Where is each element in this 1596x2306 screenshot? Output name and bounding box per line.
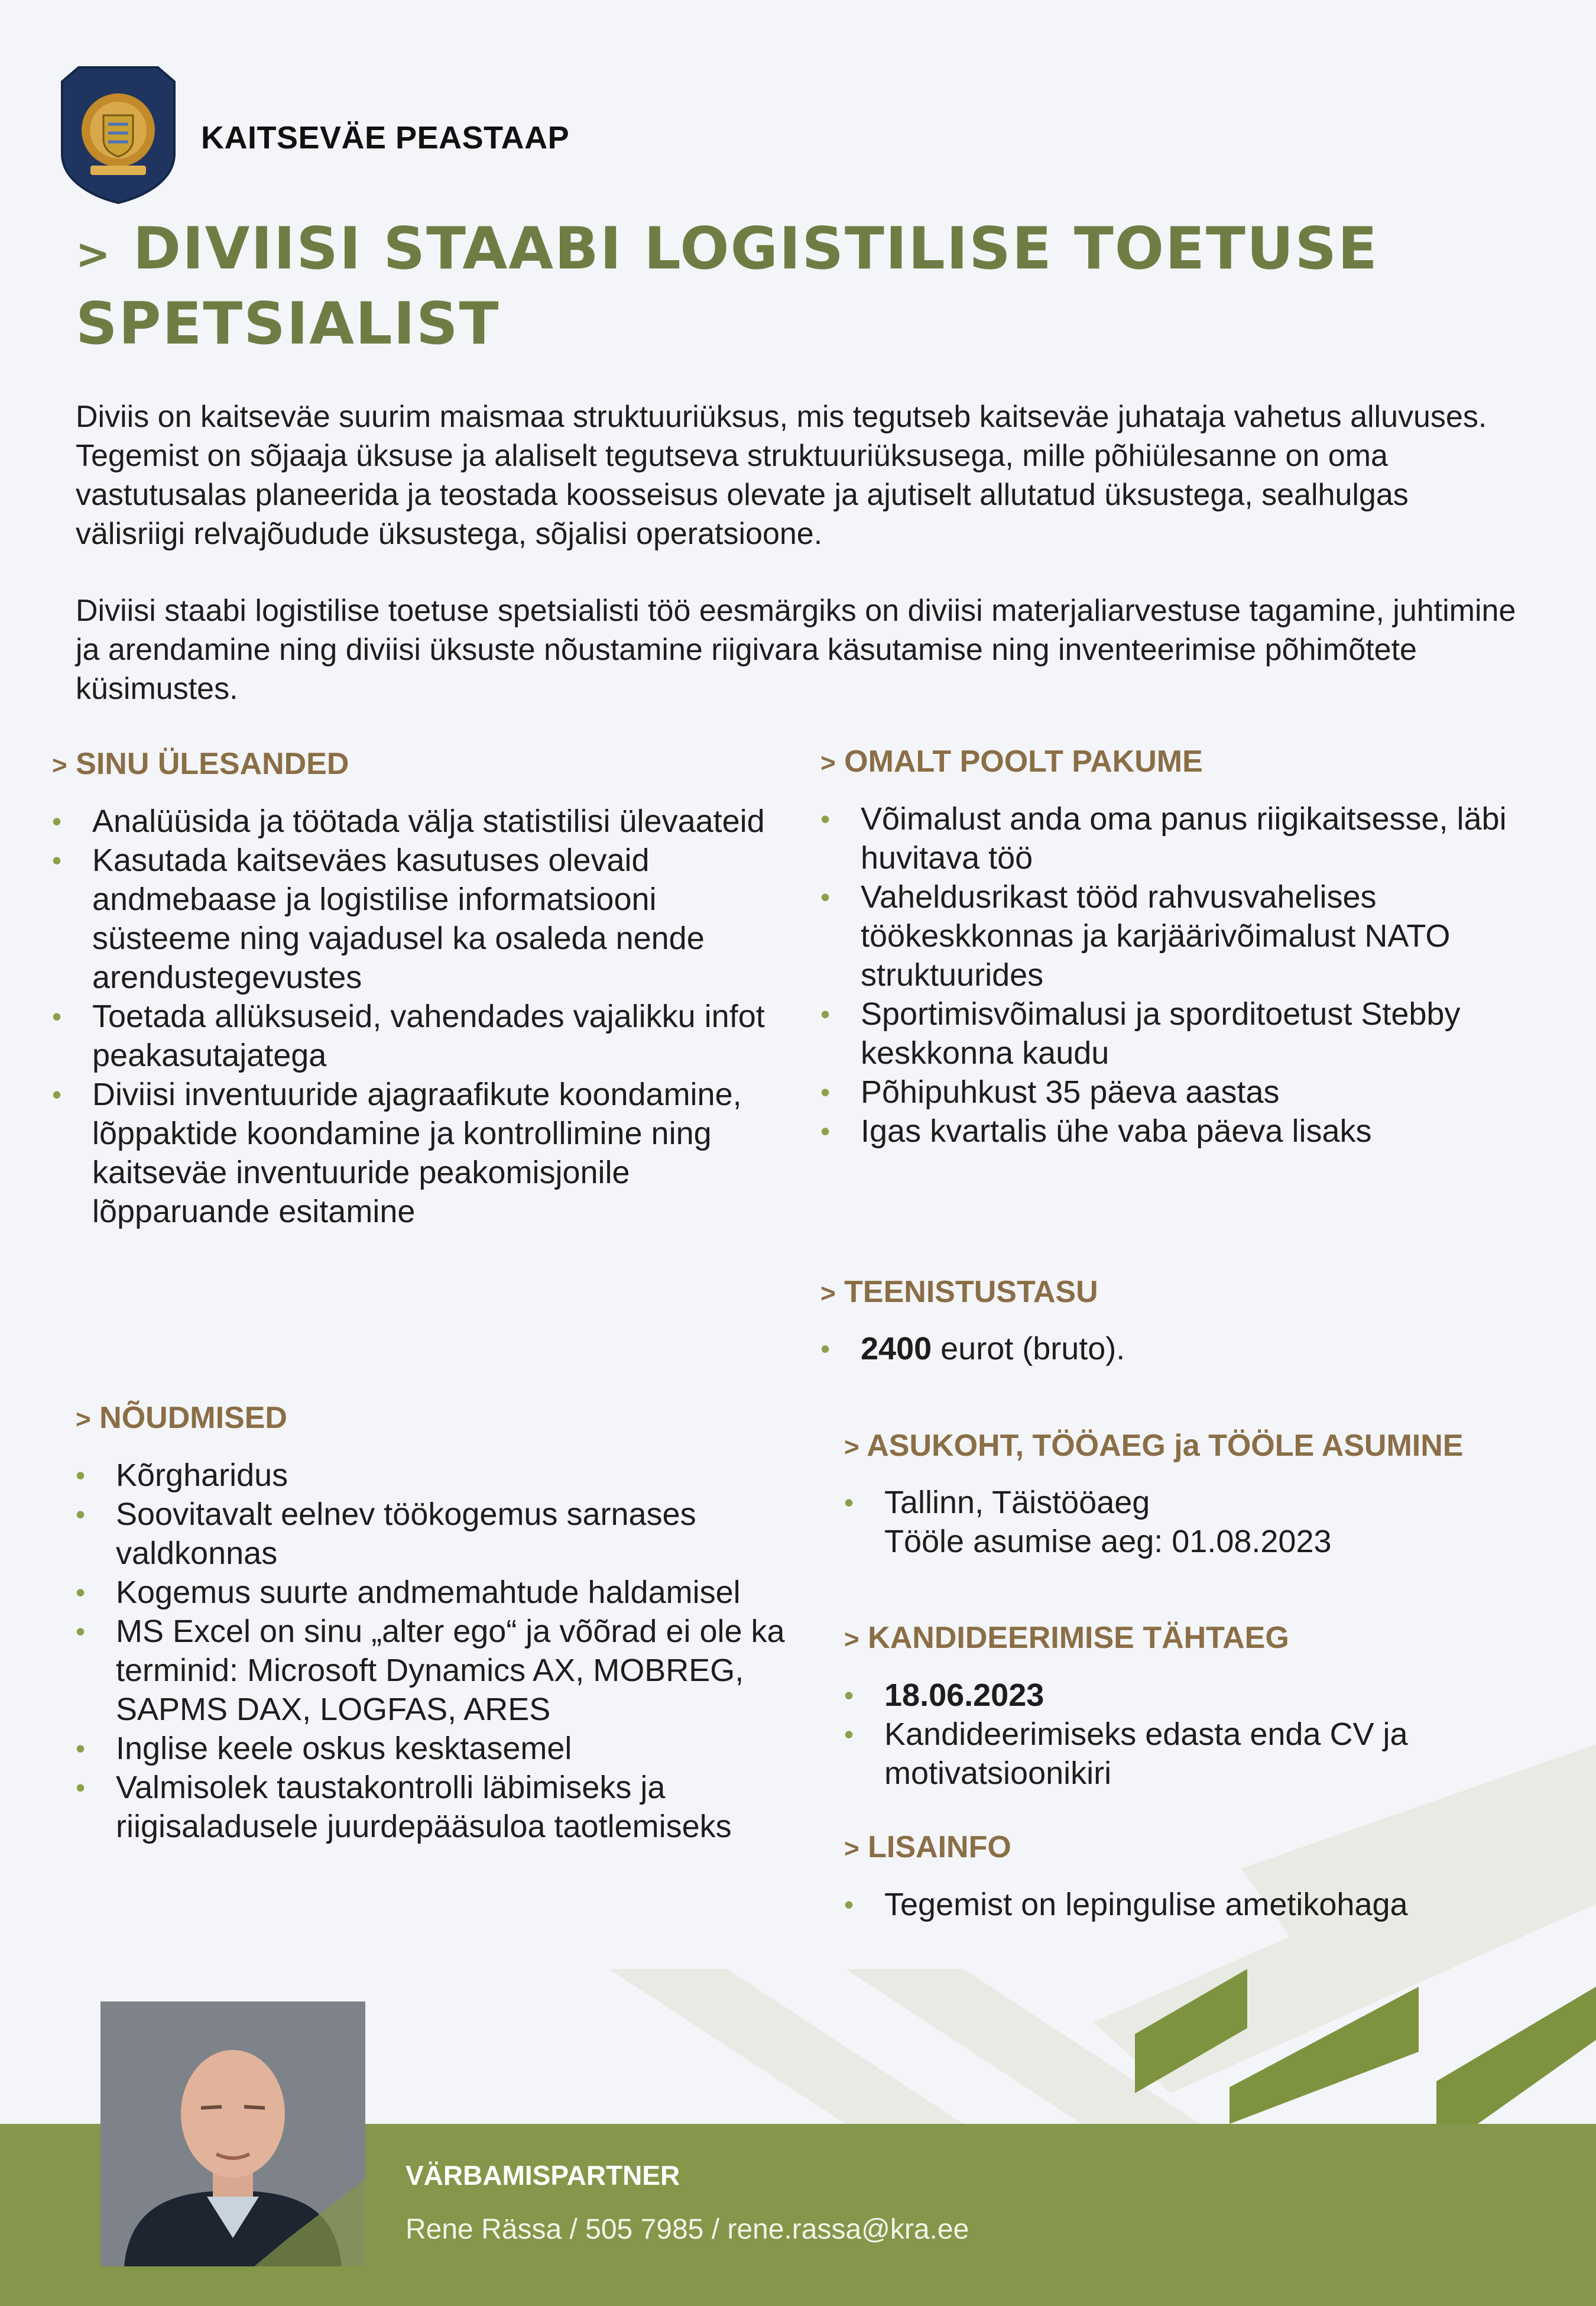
info-section-title: > LISAINFO (844, 1830, 1011, 1864)
offer-title-text: OMALT POOLT PAKUME (844, 744, 1203, 779)
list-item (76, 1456, 809, 1495)
list-item (844, 1885, 1553, 1924)
bullet-icon: • (52, 1079, 62, 1110)
start-date-text: Tööle asumise aeg: 01.08.2023 (884, 1524, 1332, 1559)
bullet-icon: • (76, 1772, 86, 1803)
requirements-list (76, 1456, 809, 1846)
bullet-icon: • (76, 1733, 86, 1764)
location-text: Tallinn, Täistööaeg (884, 1485, 1150, 1520)
info-list (844, 1885, 1553, 1924)
list-item-text: Toetada allüksuseid, vahendades vajalikku infot peakasutajatega (92, 999, 765, 1073)
list-item-text: MS Excel on sinu „alter ego“ ja võõrad ei ole ka terminid: Microsoft Dynamics AX, MOBREG, SAPMS DAX, LOGFAS, ARES (116, 1614, 785, 1727)
list-item (52, 1075, 797, 1231)
list-item (52, 802, 797, 841)
list-item (76, 1612, 809, 1729)
list-item (844, 1715, 1553, 1793)
tasks-section-title: > SINU ÜLESANDED (52, 747, 349, 781)
list-item-text: Vaheldusrikast tööd rahvusvahelises töökeskkonnas ja karjäärivõimalust NATO struktuurides (861, 879, 1451, 993)
list-item-text: Kogemus suurte andmemahtude haldamisel (116, 1575, 741, 1610)
info-title-text: LISAINFO (868, 1830, 1011, 1864)
list-item-text: Sportimisvõimalusi ja sporditoetust Stebby keskkonna kaudu (861, 996, 1461, 1071)
salary-unit: eurot (bruto). (932, 1331, 1125, 1366)
salary-section-title: > TEENISTUSTASU (820, 1275, 1098, 1309)
list-item-text: Igas kvartalis ühe vaba päeva lisaks (861, 1113, 1372, 1149)
list-item (844, 1483, 1553, 1561)
bullet-icon: • (52, 1001, 62, 1032)
list-item (76, 1495, 809, 1573)
list-item (820, 1073, 1553, 1112)
title-text: DIVIISI STAABI LOGISTILISE TOETUSE SPETSIALIST (76, 215, 1378, 358)
deadline-section-title: > KANDIDEERIMISE TÄHTAEG (844, 1621, 1289, 1655)
requirements-section-title: > NÕUDMISED (76, 1401, 287, 1435)
list-item-text: Soovitavalt eelnev töökogemus sarnases valdkonnas (116, 1497, 696, 1571)
application-note: Kandideerimiseks edasta enda CV ja motivatsioonikiri (884, 1716, 1408, 1791)
list-item (820, 1112, 1553, 1151)
list-item-text: Diviisi inventuuride ajagraafikute koondamine, lõppaktide koondamine ja kontrollimine ning kaitseväe inventuuride peakomisjonile lõpparuande esitamine (92, 1077, 742, 1229)
organization-name: KAITSEVÄE PEASTAAP (201, 120, 570, 156)
recruitment-partner-label: VÄRBAMISPARTNER (406, 2160, 680, 2191)
list-item (820, 1329, 1530, 1368)
deadline-title-text: KANDIDEERIMISE TÄHTAEG (868, 1621, 1289, 1655)
bullet-icon: • (76, 1616, 86, 1647)
list-item (76, 1729, 809, 1768)
bullet-icon: • (820, 1116, 831, 1146)
list-item (52, 841, 797, 997)
bullet-icon: • (844, 1719, 854, 1750)
location-list (844, 1483, 1553, 1561)
list-item-text: Kõrgharidus (116, 1458, 288, 1493)
list-item-text: Kasutada kaitseväes kasutuses olevaid andmebaase ja logistilise informatsiooni süsteeme ning vajadusel ka osaleda nende arendustegevustes (92, 843, 705, 995)
list-item (76, 1573, 809, 1612)
bullet-icon: • (820, 1077, 831, 1107)
recruiter-photo (100, 2001, 365, 2266)
list-item-text: Inglise keele oskus kesktasemel (116, 1731, 572, 1766)
bullet-icon: • (820, 1333, 831, 1364)
tasks-list (52, 802, 797, 1231)
requirements-title-text: NÕUDMISED (99, 1401, 287, 1435)
bullet-icon: • (820, 882, 831, 912)
job-title (76, 214, 1524, 359)
recruiter-contact[interactable]: Rene Rässa / 505 7985 / rene.rassa@kra.ee (406, 2214, 969, 2245)
offer-section-title: > OMALT POOLT PAKUME (820, 744, 1203, 779)
bullet-icon: • (76, 1577, 86, 1608)
list-item (844, 1676, 1553, 1715)
bullet-icon: • (52, 806, 62, 837)
list-item-text: Põhipuhkust 35 päeva aastas (861, 1074, 1280, 1110)
deadline-date: 18.06.2023 (884, 1677, 1044, 1713)
list-item (820, 877, 1553, 995)
salary-title-text: TEENISTUSTASU (844, 1275, 1098, 1309)
list-item (820, 995, 1553, 1073)
intro-paragraph-1: Diviis on kaitseväe suurim maismaa struktuuriüksus, mis tegutseb kaitseväe juhataja vahetus alluvuses. Tegemist on sõjaaja üksuse ja alaliselt tegutseva struktuuriüksusega, mille põhiülesanne on oma vastutusalas planeerida ja teostada koosseisus olevate ja ajutiselt allutatud üksustega, sealhulgas välisriigi relvajõudude üksustega, sõjalisi operatsioone. (76, 400, 1487, 551)
bullet-icon: • (52, 845, 62, 876)
list-item (820, 799, 1553, 877)
bullet-icon: • (844, 1680, 854, 1711)
deadline-list (844, 1676, 1553, 1793)
bullet-icon: • (844, 1889, 854, 1920)
list-item (76, 1768, 809, 1846)
list-item-text: Võimalust anda oma panus riigikaitsesse, läbi huvitava töö (861, 801, 1507, 876)
offer-list (820, 799, 1553, 1151)
salary-list (820, 1329, 1530, 1368)
tasks-title-text: SINU ÜLESANDED (76, 747, 349, 781)
salary-amount: 2400 (861, 1331, 932, 1366)
bullet-icon: • (76, 1460, 86, 1491)
intro-paragraph-2: Diviisi staabi logistilise toetuse spetsialisti töö eesmärgiks on diviisi materjaliarvestuse tagamine, juhtimine ja arendamine ning diviisi üksuste nõustamine riigivara käsutamise ning inventeerimise põhimõtete küsimustes. (76, 594, 1516, 706)
list-item (52, 997, 797, 1075)
bullet-icon: • (820, 804, 831, 834)
location-section-title: > ASUKOHT, TÖÖAEG ja TÖÖLE ASUMINE (844, 1429, 1464, 1463)
bullet-icon: • (76, 1499, 86, 1530)
bullet-icon: • (820, 999, 831, 1029)
list-item-text: Valmisolek taustakontrolli läbimiseks ja riigisaladusele juurdepääsuloa taotlemiseks (116, 1770, 732, 1844)
list-item-text: Analüüsida ja töötada välja statistilisi ülevaateid (92, 804, 765, 839)
kaitsevae-coat-of-arms-icon (56, 65, 180, 204)
list-item-text: Tegemist on lepingulise ametikohaga (884, 1887, 1408, 1922)
title-prefix: > (76, 230, 112, 278)
location-title-text: ASUKOHT, TÖÖAEG ja TÖÖLE ASUMINE (867, 1429, 1464, 1463)
bullet-icon: • (844, 1487, 854, 1518)
